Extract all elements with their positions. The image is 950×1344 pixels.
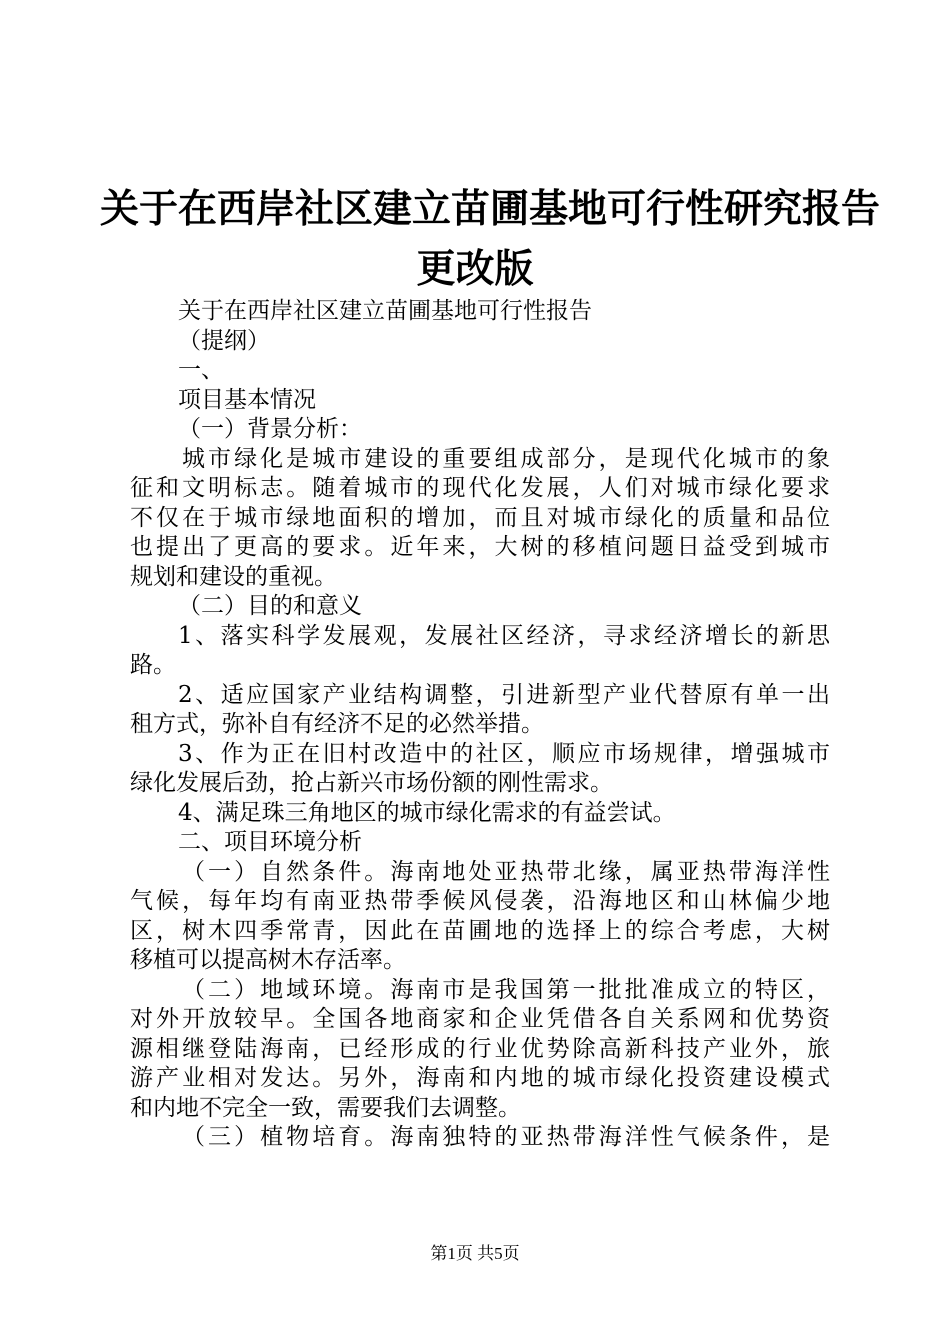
body-text-line: （二）地域环境。海南市是我国第一批批准成立的特区，	[182, 976, 830, 1003]
body-text-line: （一）背景分析：	[178, 416, 362, 442]
body-text-line: 移植可以提高树木存活率。	[130, 947, 406, 973]
body-text-line: （二）目的和意义	[178, 593, 362, 619]
page-footer: 第1页 共5页	[430, 1244, 520, 1263]
body-text-line: 二、项目环境分析	[178, 829, 362, 855]
body-text-line: 2、适应国家产业结构调整，引进新型产业代替原有单一出	[178, 681, 830, 708]
body-text-line: 关于在西岸社区建立苗圃基地可行性报告	[178, 298, 592, 324]
body-text-line: 对外开放较早。全国各地商家和企业凭借各自关系网和优势资	[130, 1006, 830, 1032]
body-text-line: 项目基本情况	[178, 386, 316, 413]
body-text-line: 规划和建设的重视。	[130, 563, 337, 590]
body-text-line: 4、满足珠三角地区的城市绿化需求的有益尝试。	[178, 799, 676, 826]
body-text-line: 绿化发展后劲，抢占新兴市场份额的刚性需求。	[130, 770, 613, 796]
body-text-line: 源相继登陆海南，已经形成的行业优势除高新科技产业外，旅	[130, 1035, 830, 1062]
body-text-line: （一）自然条件。海南地处亚热带北缘，属亚热带海洋性	[182, 858, 830, 885]
document-body	[130, 297, 830, 1153]
body-text-line: 不仅在于城市绿地面积的增加，而且对城市绿化的质量和品位	[130, 504, 830, 531]
body-text-line: 3、作为正在旧村改造中的社区，顺应市场规律，增强城市	[178, 740, 830, 767]
document-title-line-2: 更改版	[416, 246, 534, 292]
body-text-line: 征和文明标志。随着城市的现代化发展，人们对城市绿化要求	[130, 475, 830, 501]
body-text-line: 城市绿化是城市建设的重要组成部分，是现代化城市的象	[182, 445, 830, 472]
document-title-line-1: 关于在西岸社区建立苗圃基地可行性研究报告	[100, 186, 881, 232]
body-text-line: 路。	[130, 652, 176, 678]
body-text-line: 游产业相对发达。另外，海南和内地的城市绿化投资建设模式	[130, 1065, 830, 1091]
body-text-line: 和内地不完全一致，需要我们去调整。	[130, 1094, 521, 1121]
body-text-line: 租方式，弥补自有经济不足的必然举措。	[130, 711, 544, 737]
body-text-line: （提纲）	[178, 327, 270, 354]
body-text-line: （三）植物培育。海南独特的亚热带海洋性气候条件，是	[182, 1124, 830, 1150]
body-text-line: 一、	[178, 357, 224, 383]
body-text-line: 1、落实科学发展观，发展社区经济，寻求经济增长的新思	[178, 622, 830, 649]
body-text-line: 也提出了更高的要求。近年来，大树的移植问题日益受到城市	[130, 534, 830, 560]
body-text-line: 气候，每年均有南亚热带季候风侵袭，沿海地区和山林偏少地	[130, 888, 830, 914]
body-text-line: 区，树木四季常青，因此在苗圃地的选择上的综合考虑，大树	[130, 917, 830, 944]
